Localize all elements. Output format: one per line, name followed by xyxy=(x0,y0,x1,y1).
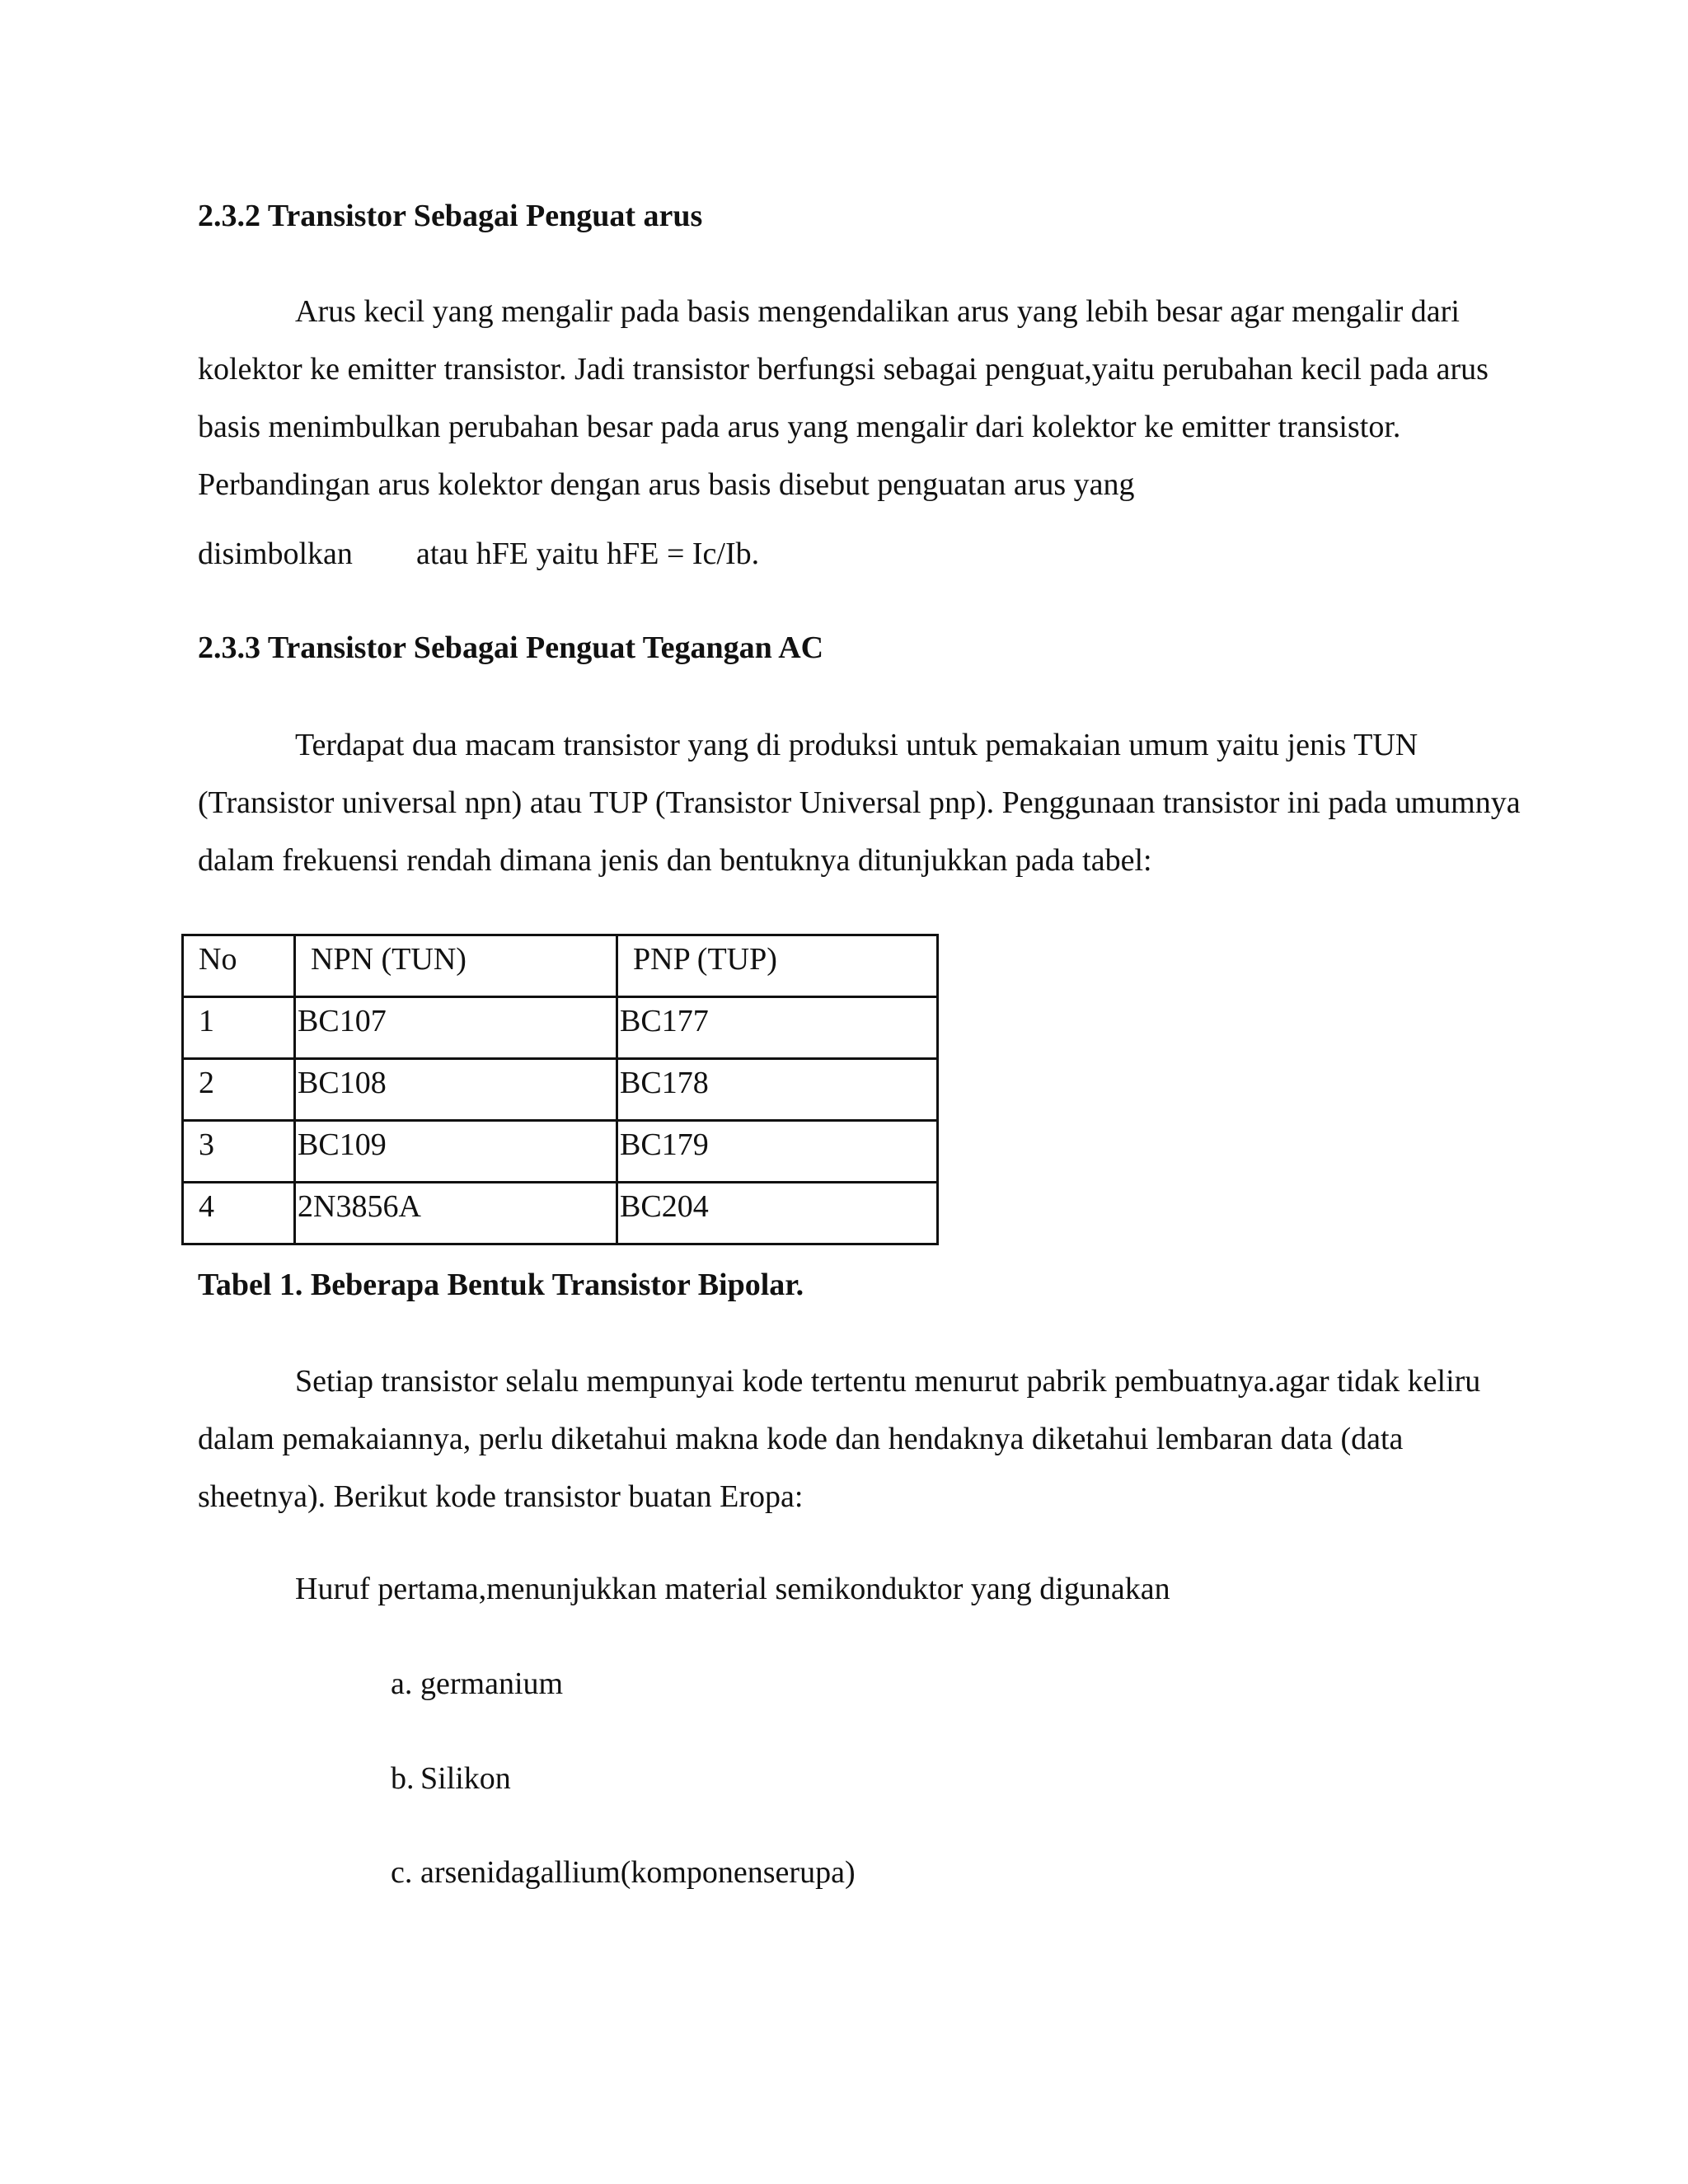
list-item xyxy=(391,1760,511,1797)
transistor-table xyxy=(181,934,939,1245)
table-cell: BC204 xyxy=(617,1183,938,1244)
paragraph-penguat-tegangan: Terdapat dua macam transistor yang di produksi untuk pemakaian umum yaitu jenis TUN (Transistor universal npn) atau TUP (Transistor Universal pnp). Penggunaan transistor ini pada umumnya dalam frekuensi rendah dimana jenis dan bentuknya ditunjukkan pada tabel: xyxy=(198,728,1521,878)
table-row xyxy=(183,997,938,1059)
table-cell: BC108 xyxy=(295,1059,617,1121)
paragraph-kode-transistor: Setiap transistor selalu mempunyai kode tertentu menurut pabrik pembuatnya.agar tidak keliru dalam pemakaiannya, perlu diketahui makna kode dan hendaknya diketahui lembaran data (data sheetnya). Berikut kode transistor buatan Eropa: xyxy=(198,1364,1481,1514)
list-item-text: Silikon xyxy=(420,1761,511,1796)
table-header-cell: PNP (TUP) xyxy=(617,935,938,997)
table-header-cell: No xyxy=(183,935,295,997)
list-item xyxy=(391,1666,563,1702)
table-header-row xyxy=(183,935,938,997)
table-cell: 2 xyxy=(183,1059,295,1121)
table-cell: BC109 xyxy=(295,1121,617,1183)
formula-text: atau hFE yaitu hFE = Ic/Ib. xyxy=(416,537,760,571)
table-cell: BC177 xyxy=(617,997,938,1059)
table-cell: 1 xyxy=(183,997,295,1059)
list-marker: b. xyxy=(391,1761,415,1796)
table-cell: BC179 xyxy=(617,1121,938,1183)
table-caption: Tabel 1. Beberapa Bentuk Transistor Bipolar. xyxy=(198,1268,804,1302)
table-row xyxy=(183,1183,938,1244)
table-cell: 2N3856A xyxy=(295,1183,617,1244)
table-cell: BC178 xyxy=(617,1059,938,1121)
table-cell: BC107 xyxy=(295,997,617,1059)
list-marker: c. xyxy=(391,1855,413,1890)
list-marker: a. xyxy=(391,1666,413,1701)
paragraph-penguat-arus: Arus kecil yang mengalir pada basis mengendalikan arus yang lebih besar agar mengalir dari kolektor ke emitter transistor. Jadi transistor berfungsi sebagai penguat,yaitu perubahan kecil pada arus basis menimbulkan perubahan besar pada arus yang mengalir dari kolektor ke emitter transistor. Perbandingan arus kolektor dengan arus basis disebut penguatan arus yang xyxy=(198,294,1489,502)
list-item-text: arsenidagallium(komponenserupa) xyxy=(420,1855,856,1890)
table-cell: 3 xyxy=(183,1121,295,1183)
table-row xyxy=(183,1121,938,1183)
section-heading-2-3-2: 2.3.2 Transistor Sebagai Penguat arus xyxy=(198,199,703,233)
table-row xyxy=(183,1059,938,1121)
list-item xyxy=(391,1854,856,1891)
table-header-cell: NPN (TUN) xyxy=(295,935,617,997)
list-item-text: germanium xyxy=(420,1666,564,1701)
section-heading-2-3-3: 2.3.3 Transistor Sebagai Penguat Tegangan AC xyxy=(198,630,824,665)
list-intro: Huruf pertama,menunjukkan material semikonduktor yang digunakan xyxy=(295,1572,1170,1606)
formula-lead: disimbolkan xyxy=(198,537,353,571)
table-cell: 4 xyxy=(183,1183,295,1244)
